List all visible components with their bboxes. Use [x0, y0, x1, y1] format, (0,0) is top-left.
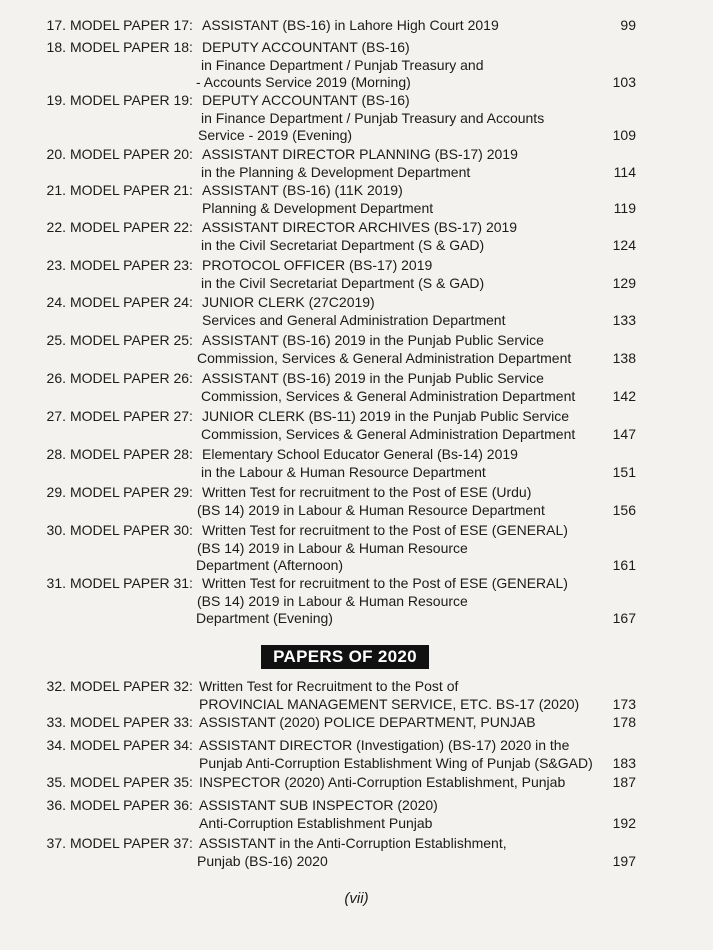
entry-title-line: Commission, Services & General Administration Department — [201, 425, 576, 442]
model-paper-label: MODEL PAPER 31: — [70, 575, 193, 591]
model-paper-label: MODEL PAPER 26: — [70, 370, 193, 386]
entry-title-line: Written Test for recruitment to the Post of ESE (Urdu) — [202, 484, 532, 500]
model-paper-label: MODEL PAPER 20: — [70, 146, 193, 162]
entry-number: 26. — [46, 370, 66, 386]
entry-number: 36. — [46, 797, 66, 813]
model-paper-label: MODEL PAPER 28: — [70, 446, 193, 462]
entry-title-line: DEPUTY ACCOUNTANT (BS-16) — [202, 92, 410, 108]
entry-title-line: ASSISTANT (BS-16) (11K 2019) — [202, 182, 403, 198]
model-paper-label: MODEL PAPER 30: — [70, 522, 193, 538]
entry-number: 37. — [46, 835, 66, 851]
entry-page-number: 129 — [612, 274, 636, 291]
entry-title-line: DEPUTY ACCOUNTANT (BS-16) — [202, 39, 410, 55]
entry-title-line: Services and General Administration Department — [202, 311, 506, 328]
entry-title-line: in Finance Department / Punjab Treasury and — [201, 56, 484, 73]
model-paper-label: MODEL PAPER 32: — [70, 678, 193, 694]
entry-title-line: (BS 14) 2019 in Labour & Human Resource — [197, 592, 468, 609]
entry-page-number: 109 — [612, 127, 636, 143]
entry-number: 24. — [46, 294, 66, 310]
entry-title-line: PROTOCOL OFFICER (BS-17) 2019 — [202, 257, 433, 273]
entry-page-number: 156 — [612, 501, 636, 518]
model-paper-label: MODEL PAPER 27: — [70, 408, 193, 424]
entry-title-line: ASSISTANT in the Anti-Corruption Establishment, — [199, 835, 507, 851]
entry-number: 25. — [46, 332, 66, 348]
entry-number: 35. — [46, 774, 66, 790]
entry-page-number: 178 — [612, 714, 636, 730]
entry-title-line: Punjab (BS-16) 2020 — [197, 852, 328, 869]
model-paper-label: MODEL PAPER 29: — [70, 484, 193, 500]
entry-title-line: ASSISTANT (BS-16) 2019 in the Punjab Public Service — [202, 332, 544, 348]
entry-title-line: ASSISTANT DIRECTOR ARCHIVES (BS-17) 2019 — [202, 219, 518, 235]
entry-number: 21. — [46, 182, 66, 198]
model-paper-label: MODEL PAPER 21: — [70, 182, 193, 198]
entry-number: 34. — [46, 737, 66, 753]
entry-title-line: PROVINCIAL MANAGEMENT SERVICE, ETC. BS-17 (2020) — [199, 695, 580, 712]
entry-page-number: 133 — [612, 311, 636, 328]
entry-number: 28. — [46, 446, 66, 462]
entry-title-line: in the Planning & Development Department — [201, 163, 471, 180]
section-heading: PAPERS OF 2020 — [261, 645, 429, 669]
entry-title-line: Written Test for recruitment to the Post of ESE (GENERAL) — [202, 575, 568, 591]
entry-title-line: in the Civil Secretariat Department (S & GAD) — [201, 274, 485, 291]
entry-number: 27. — [46, 408, 66, 424]
entry-title-line: Written Test for Recruitment to the Post of — [199, 678, 459, 694]
entry-number: 29. — [46, 484, 66, 500]
model-paper-label: MODEL PAPER 36: — [70, 797, 193, 813]
model-paper-label: MODEL PAPER 25: — [70, 332, 193, 348]
entry-title-line: INSPECTOR (2020) Anti-Corruption Establishment, Punjab — [199, 774, 566, 790]
model-paper-label: MODEL PAPER 37: — [70, 835, 193, 851]
model-paper-label: MODEL PAPER 17: — [70, 17, 193, 33]
entry-title-line: - Accounts Service 2019 (Morning) — [196, 74, 411, 90]
entry-number: 30. — [46, 522, 66, 538]
entry-number: 31. — [46, 575, 66, 591]
entry-page-number: 103 — [612, 74, 636, 90]
entry-title-line: Elementary School Educator General (Bs-14) 2019 — [202, 446, 518, 462]
entry-page-number: 119 — [613, 199, 636, 216]
entry-title-line: Department (Afternoon) — [196, 557, 344, 573]
entry-number: 20. — [46, 146, 66, 162]
entry-page-number: 147 — [612, 425, 636, 442]
entry-number: 32. — [46, 678, 66, 694]
model-paper-label: MODEL PAPER 35: — [70, 774, 193, 790]
entry-title-line: ASSISTANT SUB INSPECTOR (2020) — [199, 797, 438, 813]
entry-number: 17. — [46, 17, 66, 33]
entry-page-number: 187 — [612, 774, 636, 790]
entry-title-line: ASSISTANT DIRECTOR PLANNING (BS-17) 2019 — [202, 146, 518, 162]
entry-page-number: 99 — [620, 17, 636, 33]
entry-page-number: 124 — [612, 236, 636, 253]
entry-title-line: Commission, Services & General Administration Department — [197, 349, 572, 366]
entry-title-line: ASSISTANT (2020) POLICE DEPARTMENT, PUNJAB — [199, 714, 536, 730]
model-paper-label: MODEL PAPER 23: — [70, 257, 193, 273]
model-paper-label: MODEL PAPER 34: — [70, 737, 193, 753]
entry-title-line: ASSISTANT (BS-16) in Lahore High Court 2019 — [202, 17, 499, 33]
model-paper-label: MODEL PAPER 19: — [70, 92, 193, 108]
entry-title-line: JUNIOR CLERK (BS-11) 2019 in the Punjab Public Service — [202, 408, 570, 424]
entry-page-number: 183 — [612, 754, 636, 771]
entry-number: 33. — [46, 714, 66, 730]
entry-title-line: Planning & Development Department — [202, 199, 434, 216]
model-paper-label: MODEL PAPER 22: — [70, 219, 193, 235]
entry-number: 22. — [46, 219, 66, 235]
entry-page-number: 197 — [612, 852, 636, 869]
model-paper-label: MODEL PAPER 18: — [70, 39, 193, 55]
entry-number: 23. — [46, 257, 66, 273]
entry-page-number: 173 — [612, 695, 636, 712]
entry-title-line: JUNIOR CLERK (27C2019) — [202, 294, 375, 310]
entry-title-line: in the Civil Secretariat Department (S & GAD) — [201, 236, 485, 253]
entry-page-number: 138 — [612, 349, 636, 366]
entry-title-line: Commission, Services & General Administration Department — [201, 387, 576, 404]
entry-page-number: 192 — [612, 814, 636, 831]
entry-title-line: (BS 14) 2019 in Labour & Human Resource Department — [197, 501, 545, 518]
entry-title-line: Department (Evening) — [196, 610, 333, 626]
entry-number: 19. — [46, 92, 66, 108]
entry-title-line: in Finance Department / Punjab Treasury and Accounts — [201, 109, 545, 126]
entry-title-line: Anti-Corruption Establishment Punjab — [199, 814, 433, 831]
entry-title-line: in the Labour & Human Resource Department — [201, 463, 486, 480]
entry-title-line: Written Test for recruitment to the Post of ESE (GENERAL) — [202, 522, 568, 538]
entry-page-number: 114 — [613, 163, 636, 180]
model-paper-label: MODEL PAPER 24: — [70, 294, 193, 310]
entry-page-number: 142 — [612, 387, 636, 404]
model-paper-label: MODEL PAPER 33: — [70, 714, 193, 730]
page-number-footer: (vii) — [344, 890, 369, 907]
entry-page-number: 167 — [612, 610, 636, 626]
entry-page-number: 161 — [612, 557, 636, 573]
entry-title-line: ASSISTANT DIRECTOR (Investigation) (BS-17) 2020 in the — [199, 737, 570, 753]
entry-title-line: Punjab Anti-Corruption Establishment Wing of Punjab (S&GAD) — [199, 754, 593, 771]
entry-title-line: (BS 14) 2019 in Labour & Human Resource — [197, 539, 468, 556]
entry-title-line: ASSISTANT (BS-16) 2019 in the Punjab Public Service — [202, 370, 544, 386]
entry-number: 18. — [46, 39, 66, 55]
entry-title-line: Service - 2019 (Evening) — [198, 127, 353, 143]
entry-page-number: 151 — [612, 463, 636, 480]
